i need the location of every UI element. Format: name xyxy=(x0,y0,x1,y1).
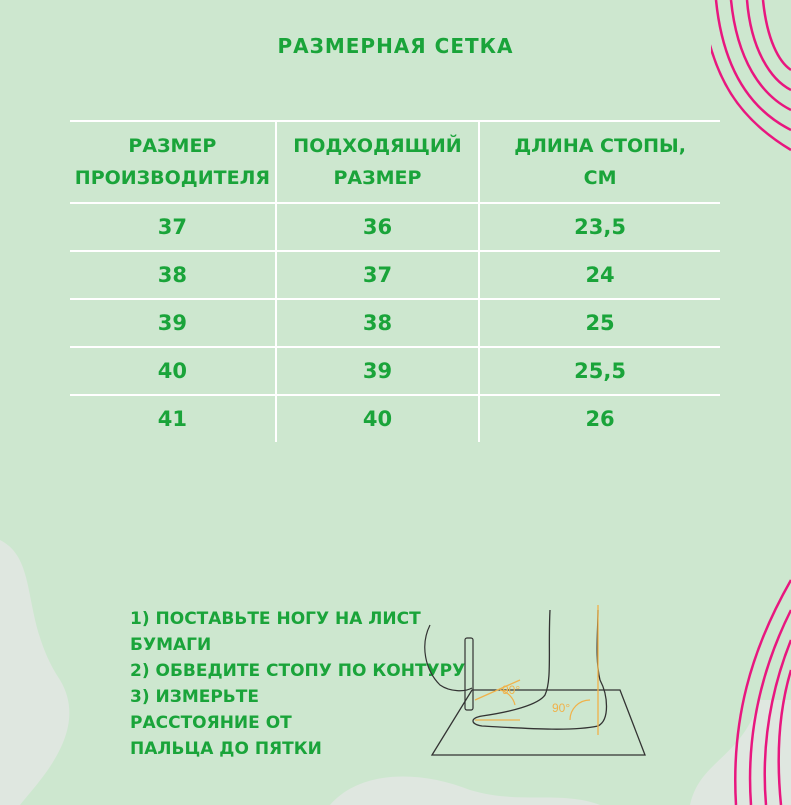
header-text: РАЗМЕР xyxy=(128,135,217,157)
table-cell: 38 xyxy=(157,263,188,287)
measurement-instructions xyxy=(130,606,466,762)
header-foot-length xyxy=(479,121,720,203)
instruction-line: БУМАГИ xyxy=(130,635,212,655)
instruction-line: 2) ОБВЕДИТЕ СТОПУ ПО КОНТУРУ xyxy=(130,661,466,681)
table-cell: 40 xyxy=(276,395,479,442)
size-table-wrapper xyxy=(70,120,720,442)
instruction-line: РАССТОЯНИЕ ОТ xyxy=(130,713,292,733)
header-text: СМ xyxy=(583,167,617,189)
table-cell: 39 xyxy=(276,347,479,395)
table-row xyxy=(70,395,720,442)
size-table xyxy=(70,120,720,442)
table-row xyxy=(70,203,720,251)
instruction-line: ПАЛЬЦА ДО ПЯТКИ xyxy=(130,739,322,759)
table-cell: 25,5 xyxy=(479,347,720,395)
table-cell: 26 xyxy=(479,395,720,442)
table-cell: 41 xyxy=(157,407,188,431)
header-text: ПОДХОДЯЩИЙ xyxy=(293,135,462,157)
table-row xyxy=(70,347,720,395)
paper-sheet-icon xyxy=(432,690,645,755)
table-row xyxy=(70,299,720,347)
header-manufacturer-size xyxy=(70,121,276,203)
table-cell: 23,5 xyxy=(479,203,720,251)
foot-icon xyxy=(473,610,607,729)
header-text: РАЗМЕР xyxy=(333,167,422,189)
decorative-arcs xyxy=(711,0,791,805)
table-cell: 40 xyxy=(157,359,188,383)
table-cell: 24 xyxy=(479,251,720,299)
angle-arc xyxy=(570,700,590,720)
table-cell: 37 xyxy=(157,215,188,239)
instruction-line: 3) ИЗМЕРЬТЕ xyxy=(130,687,259,707)
instruction-line: 1) ПОСТАВЬТЕ НОГУ НА ЛИСТ xyxy=(130,609,421,629)
angle-label: 90° xyxy=(552,701,571,715)
table-cell: 39 xyxy=(157,311,188,335)
header-text: ПРОИЗВОДИТЕЛЯ xyxy=(74,167,270,189)
table-cell: 36 xyxy=(276,203,479,251)
table-cell: 25 xyxy=(479,299,720,347)
table-cell: 38 xyxy=(276,299,479,347)
angle-label: 90° xyxy=(502,683,521,697)
table-cell: 37 xyxy=(276,251,479,299)
table-row xyxy=(70,251,720,299)
page-title: РАЗМЕРНАЯ СЕТКА xyxy=(277,34,514,58)
foot-measurement-illustration xyxy=(420,600,660,765)
table-header-row xyxy=(70,121,720,203)
header-text: ДЛИНА СТОПЫ, xyxy=(514,135,686,157)
header-matching-size xyxy=(276,121,479,203)
